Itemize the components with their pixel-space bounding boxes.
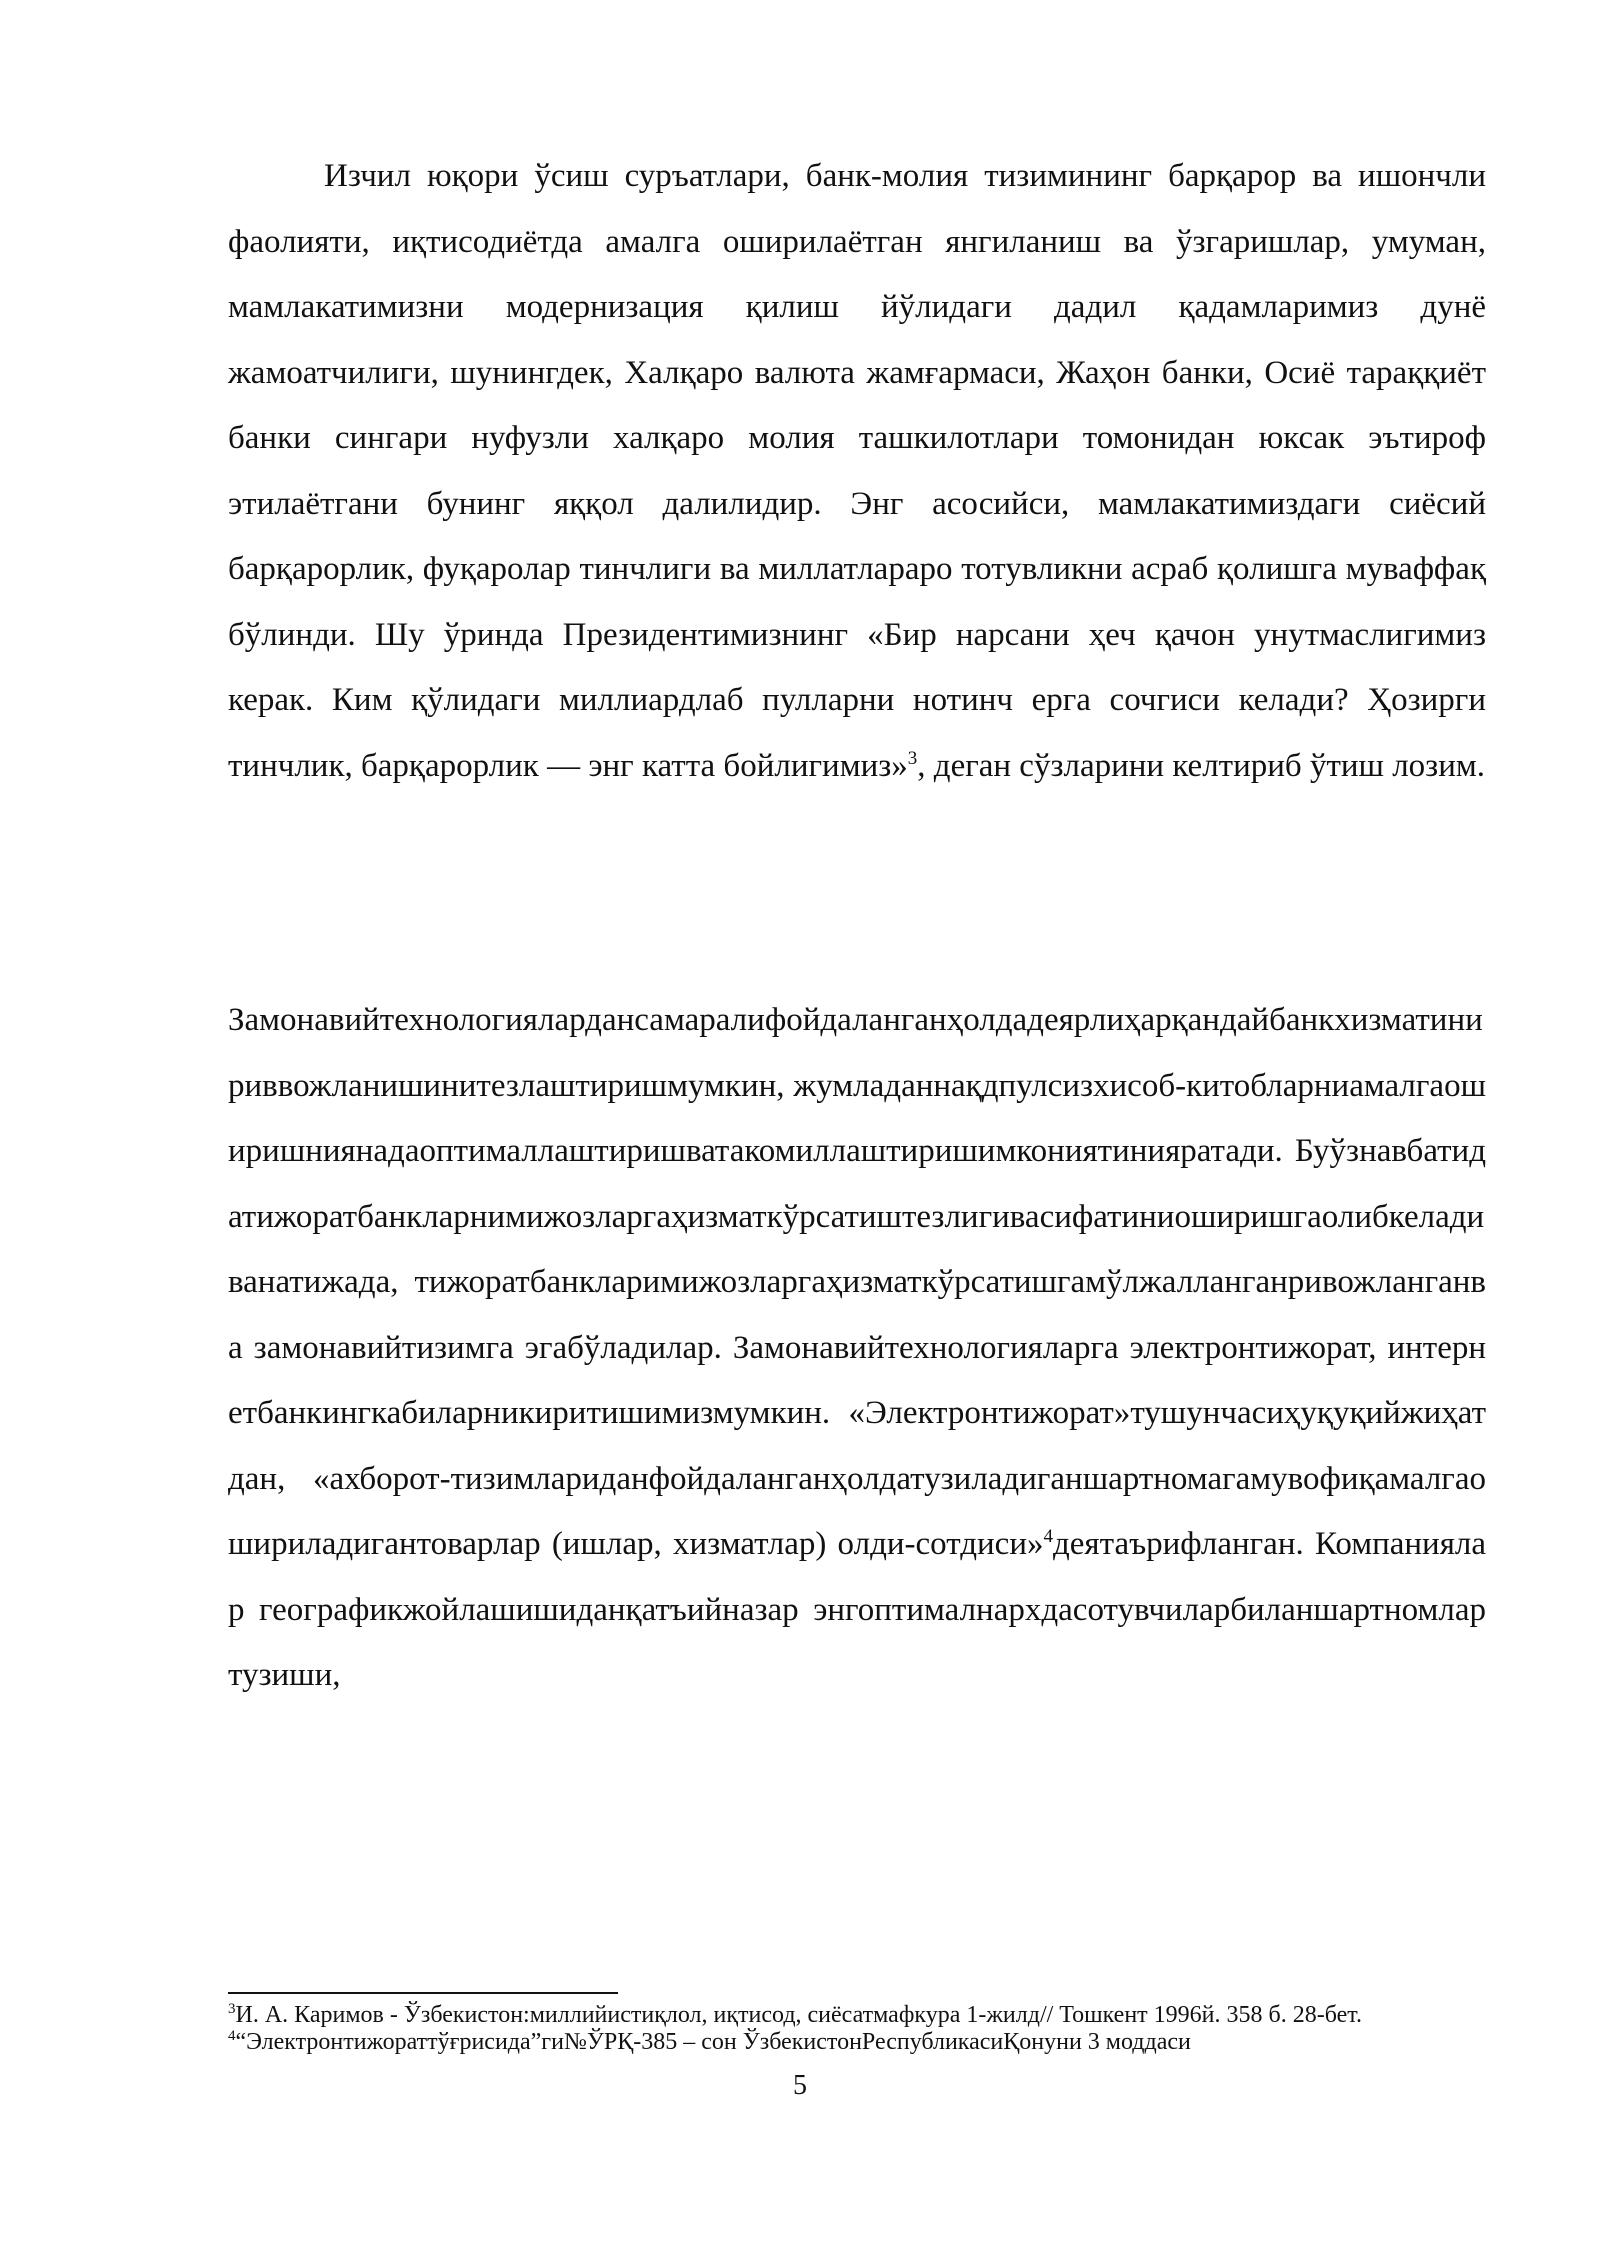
footnote-ref-3: 3 [907, 747, 918, 769]
page-number: 5 [793, 2070, 807, 2101]
paragraph-1-tail: , деган сўзларини келтириб ўтиш лозим. [917, 747, 1485, 784]
footnote-3-text: И. А. Каримов - Ўзбекистон:миллийистиқлол, иқтисод, сиёсатмафкура 1-жилд// Тошкент 1996й. 358 б. 28-бет. [235, 2002, 1362, 2028]
footnote-4-mark: 4 [228, 2028, 236, 2044]
footnote-separator [228, 1992, 618, 1994]
paragraph-2-tail: деятаърифланган. Компаниялар географикжойлашишиданқатъийназар энгоптималнархдасотувчиларбиланшартномлартузиши, [228, 1526, 1486, 1693]
footnote-3-mark: 3 [228, 2001, 236, 2017]
footnote-ref-4: 4 [1043, 1526, 1053, 1547]
paragraph-2-text: Замонавийтехнологиялардансамаралифойдаланганҳолдадеярлиҳарқандайбанкхизматинириввожланишинитезлаштиришмумкин, жумладаннақдпулсизхисоб-китобларниамалгаоширишниянадаоптималлаштиришватакомиллаштиришимкониятинияратади. Буўзнавбатидатижоратбанкларнимижозларгаҳизматкўрсатиштезлигивасифатиниоширишгаолибкеладиванатижада, тижоратбанкларимижозларгаҳизматкўрсатишгамўлжалланганривожланганва замонавийтизимга эгабўладилар. Замонавийтехнологияларга электронтижорат, интернетбанкингкабиларникиритишимизмумкин. «Электронтижорат»тушунчасиҳуқуқийжиҳатдан, «ахборот-тизимлариданфойдаланганҳолдатузиладиганшартномагамувофиқамалгаошириладигантоварлар (ишлар, хизматлар) олди-сотдиси» [228, 1002, 1486, 1562]
body-paragraph-1 [228, 144, 1486, 799]
body-paragraph-2 [228, 988, 1486, 1709]
footnotes-section [228, 2002, 1486, 2056]
paragraph-1-text: Изчил юқори ўсиш суръатлари, банк-молия тизимининг барқарор ва ишончли фаолияти, иқтисодиётда амалга оширилаётган янгиланиш ва ўзгаришлар, умуман, мамлакатимизни модернизация қилиш йўлидаги дадил қадамларимиз дунё жамоатчилиги, шунингдек, Халқаро валюта жамғармаси, Жаҳон банки, Осиё тараққиёт банки сингари нуфузли халқаро молия ташкилотлари томонидан юксак эътироф этилаётгани бунинг яққол далилидир. Энг асосийси, мамлакатимиздаги сиёсий барқарорлик, фуқаролар тинчлиги ва миллатлараро тотувликни асраб қолишга муваффақ бўлинди. Шу ўринда Президентимизнинг «Бир нарсани ҳеч қачон унутмаслигимиз керак. Ким қўлидаги миллиардлаб пулларни нотинч ерга сочгиси келади? Ҳозирги тинчлик, барқарорлик — энг катта бойлигимиз» [228, 158, 1486, 784]
footnote-4 [228, 2029, 1486, 2056]
footnote-4-text: “Электронтижораттўғрисида”ги№ЎРҚ-385 – сон ЎзбекистонРеспубликасиҚонуни 3 моддаси [235, 2029, 1191, 2055]
footnote-3 [228, 2002, 1486, 2029]
